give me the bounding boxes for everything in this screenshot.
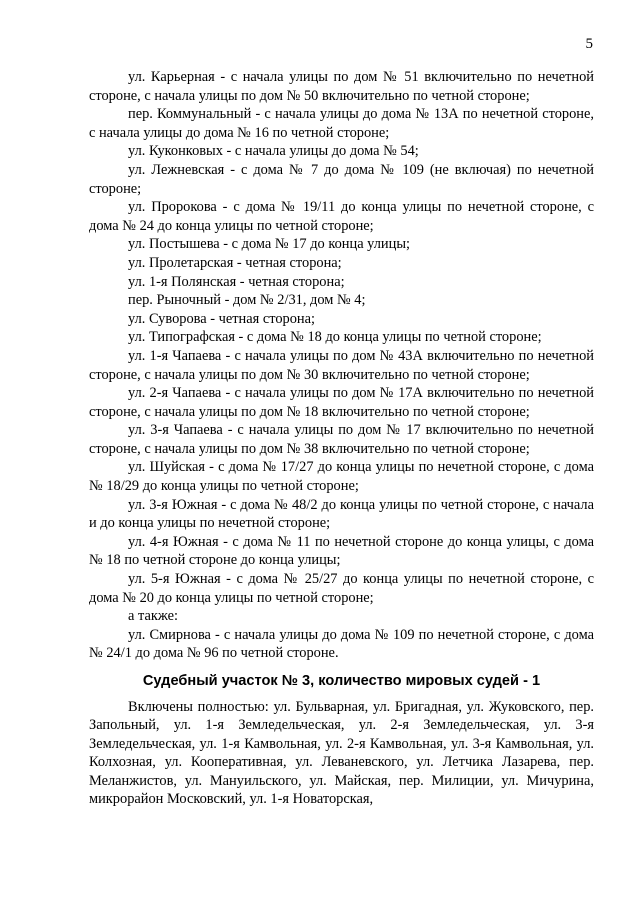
street-entry-2-chapaeva: ул. 2-я Чапаева - с начала улицы по дом № 17А включительно по нечетной стороне, с начала улицы по дом № 18 включительно по четной стороне; [89,385,594,420]
street-entry-karyernaya: ул. Карьерная - с начала улицы по дом № 51 включительно по нечетной стороне, с начала улицы по дом № 50 включительно по четной стороне; [89,69,594,104]
document-body [89,68,594,809]
also-label: а также: [128,608,178,625]
street-entry-rynochny: пер. Рыночный - дом № 2/31, дом № 4; [128,292,366,309]
street-entry-tipografskaya: ул. Типографская - с дома № 18 до конца улицы по четной стороне; [128,329,542,346]
section-heading: Судебный участок № 3, количество мировых судей - 1 [142,673,541,689]
street-entry-4-yuzhnaya: ул. 4-я Южная - с дома № 11 по нечетной стороне до конца улицы, с дома № 18 по четной стороне до конца улицы; [89,533,594,569]
page-number: 5 [585,36,593,52]
street-entry-3-chapaeva: ул. 3-я Чапаева - с начала улицы по дом № 17 включительно по нечетной стороне, с начала улицы по дом № 38 включительно по четной стороне; [89,422,594,457]
street-entry-prorokova: ул. Пророкова - с дома № 19/11 до конца улицы по нечетной стороне, с дома № 24 до конца улицы по четной стороне; [89,199,594,234]
street-entry-1-polyanskaya: ул. 1-я Полянская - четная сторона; [128,273,345,290]
street-entry-shuyskaya: ул. Шуйская - с дома № 17/27 до конца улицы по нечетной стороне, с дома № 18/29 до конца улицы по четной стороне; [89,459,594,495]
street-entry-kukonkovykh: ул. Куконковых - с начала улицы до дома № 54; [128,143,419,160]
street-entry-3-yuzhnaya: ул. 3-я Южная - с дома № 48/2 до конца улицы по четной стороне, с начала и до конца улицы по нечетной стороне; [89,496,594,532]
section-body: Включены полностью: ул. Бульварная, ул. Бригадная, ул. Жуковского, пер. Запольный, ул. 1-я Земледельческая, ул. 2-я Земледельческая, ул. 3-я Земледельческая, ул. 1-я Камвольная, ул. 2-я Камвольная, ул. 3-я Камвольная, ул. Колхозная, ул. Кооперативная, ул. Леваневского, ул. Летчика Лазарева, пер. Меланжистов, ул. Мануильского, ул. Майская, пер. Милиции, ул. Мичурина, микрорайон Московский, ул. 1-я Новаторская, [89,698,594,808]
street-entry-kommunalny: пер. Коммунальный - с начала улицы до дома № 13А по нечетной стороне, с начала улицы до дома № 16 по четной стороне; [89,106,594,141]
street-entry-suvorova: ул. Суворова - четная сторона; [128,310,316,327]
street-entry-lezhnevskaya: ул. Лежневская - с дома № 7 до дома № 109 (не включая) по нечетной стороне; [89,161,594,197]
street-entry-1-chapaeva: ул. 1-я Чапаева - с начала улицы по дом № 43А включительно по нечетной стороне, с начала улицы по дом № 30 включительно по четной стороне; [89,347,594,383]
street-entry-smirnova: ул. Смирнова - с начала улицы до дома № 109 по нечетной стороне, с дома № 24/1 до дома № 96 по четной стороне. [89,626,594,662]
street-entry-5-yuzhnaya: ул. 5-я Южная - с дома № 25/27 до конца улицы по нечетной стороне, с дома № 20 до конца улицы по четной стороне; [89,571,594,606]
street-entry-postysheva: ул. Постышева - с дома № 17 до конца улицы; [128,236,410,253]
street-entry-proletarskaya: ул. Пролетарская - четная сторона; [128,254,342,271]
